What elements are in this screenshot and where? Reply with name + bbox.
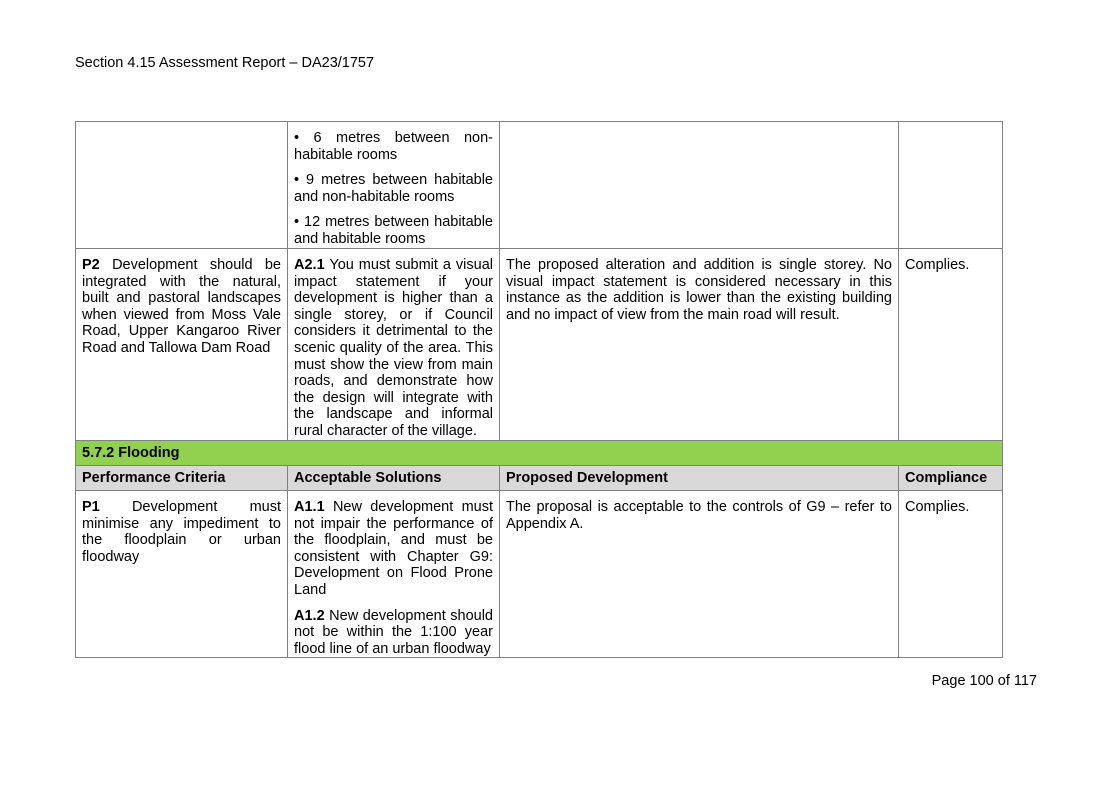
solution-code: A2.1 <box>294 257 325 273</box>
criteria-text: Development should be integrated with the natural, built and pastoral landscapes when viewed from Moss Vale Road, Upper Kangaroo River Road and Tallowa Dam Road <box>82 257 281 356</box>
table-row <box>76 122 1003 249</box>
header-compliance: Compliance <box>899 466 1003 491</box>
acceptable-solution-a2-1 <box>294 257 493 440</box>
proposed-cell <box>500 491 899 658</box>
performance-criteria-p2 <box>82 257 281 357</box>
criteria-code: P1 <box>82 499 100 515</box>
acceptable-solution-cell <box>288 122 500 249</box>
assessment-table <box>75 121 1003 658</box>
report-header: Section 4.15 Assessment Report – DA23/1757 <box>75 55 375 71</box>
header-performance-criteria: Performance Criteria <box>76 466 288 491</box>
proposed-cell <box>500 249 899 441</box>
header-acceptable-solutions: Acceptable Solutions <box>288 466 500 491</box>
criteria-code: P2 <box>82 257 100 273</box>
compliance-status: Complies. <box>905 257 970 273</box>
table-row <box>76 249 1003 441</box>
column-header-row <box>76 466 1003 491</box>
performance-cell <box>76 122 288 249</box>
acceptable-solution-cell <box>288 249 500 441</box>
acceptable-solution-cell <box>288 491 500 658</box>
section-title: 5.7.2 Flooding <box>76 441 1003 466</box>
proposed-cell <box>500 122 899 249</box>
compliance-cell <box>899 249 1003 441</box>
compliance-cell <box>899 122 1003 249</box>
criteria-text: Development must minimise any impediment to the floodplain or urban floodway <box>82 499 281 565</box>
acceptable-solution-a1-2 <box>294 608 493 658</box>
solution-text: You must submit a visual impact statement if your development is higher than a single storey, or if Council considers it detrimental to the scenic quality of the area. This must show the view from main roads, and demonstrate how the design will integrate with the landscape and informal rural character of the village. <box>294 257 493 439</box>
acceptable-solution-a1-1 <box>294 499 493 599</box>
performance-cell <box>76 249 288 441</box>
header-proposed-development: Proposed Development <box>500 466 899 491</box>
performance-cell <box>76 491 288 658</box>
solution-code: A1.1 <box>294 499 325 515</box>
page-number: Page 100 of 117 <box>931 673 1037 689</box>
proposed-development-text: The proposal is acceptable to the controls of G9 – refer to Appendix A. <box>506 499 892 532</box>
bullet-item: • 12 metres between habitable and habitable rooms <box>294 214 493 247</box>
solution-code: A1.2 <box>294 607 325 624</box>
bullet-item: • 9 metres between habitable and non-habitable rooms <box>294 172 493 205</box>
table-row <box>76 491 1003 658</box>
proposed-development-text: The proposed alteration and addition is single storey. No visual impact statement is considered necessary in this instance as the addition is lower than the existing building and no impact of view from the main road will result. <box>506 257 892 323</box>
performance-criteria-p1 <box>82 499 281 565</box>
compliance-status: Complies. <box>905 499 970 515</box>
compliance-cell <box>899 491 1003 658</box>
solution-text: New development should not be within the 1:100 year flood line of an urban floodway <box>294 607 493 657</box>
solution-text: New development must not impair the performance of the floodplain, and must be consistent with Chapter G9: Development on Flood Prone Land <box>294 499 493 598</box>
bullet-item: • 6 metres between non-habitable rooms <box>294 130 493 163</box>
section-heading-row <box>76 441 1003 466</box>
